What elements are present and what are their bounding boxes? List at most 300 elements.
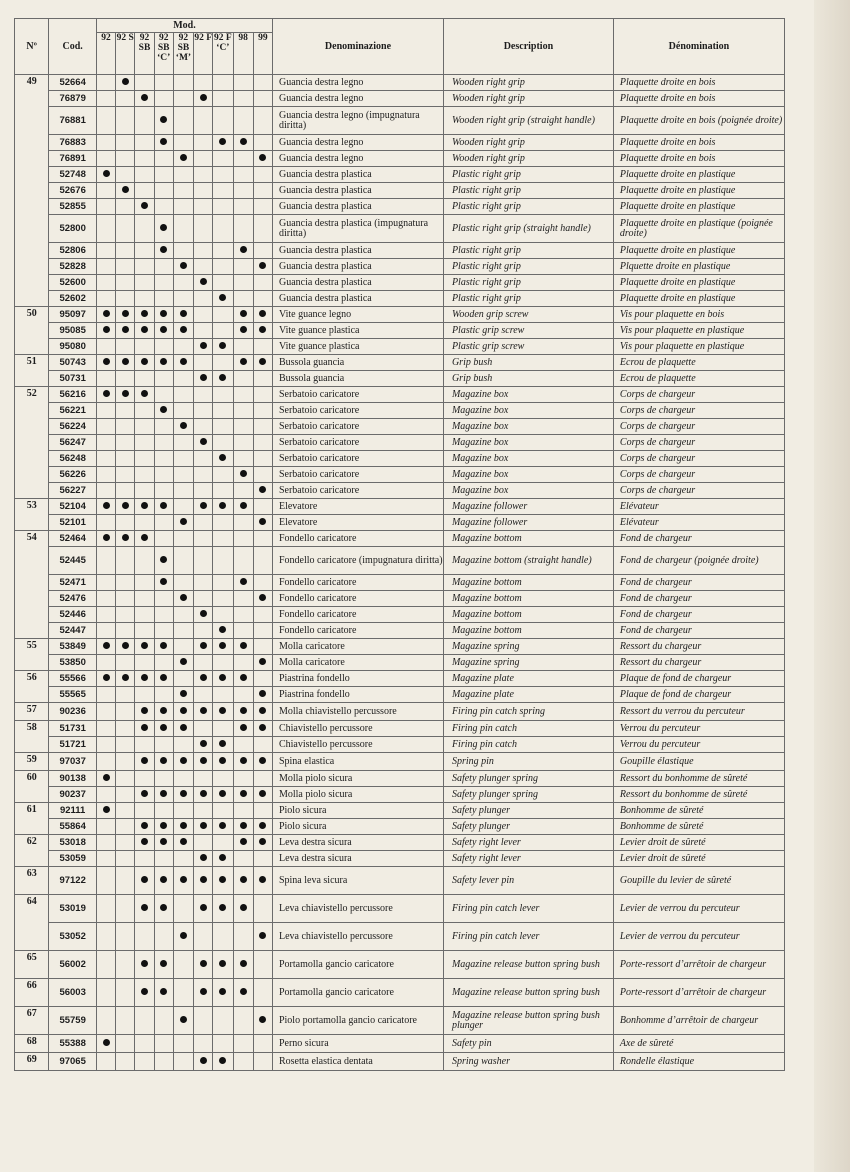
model-cell (253, 607, 272, 623)
model-cell (154, 275, 173, 291)
bullet-dot-icon (200, 960, 207, 967)
part-code: 90236 (49, 703, 97, 721)
model-cell (173, 923, 193, 951)
model-cell (253, 215, 272, 243)
bullet-dot-icon (160, 556, 167, 563)
description-cell: Magazine spring (443, 639, 613, 655)
model-cell (194, 1007, 213, 1035)
model-cell (154, 703, 173, 721)
bullet-dot-icon (160, 960, 167, 967)
model-cell (116, 819, 135, 835)
model-cell (213, 91, 233, 107)
model-cell (173, 575, 193, 591)
model-cell (154, 895, 173, 923)
model-cell (154, 371, 173, 387)
bullet-dot-icon (240, 358, 247, 365)
denominazione-cell: Serbatoio caricatore (272, 483, 443, 499)
bullet-dot-icon (122, 674, 129, 681)
denomination-cell: Goupille du levier de sûreté (613, 867, 784, 895)
part-code: 52445 (49, 547, 97, 575)
model-cell (213, 1053, 233, 1071)
model-cell (233, 607, 253, 623)
model-cell (233, 703, 253, 721)
model-cell (213, 323, 233, 339)
bullet-dot-icon (200, 707, 207, 714)
model-cell (253, 371, 272, 387)
model-cell (194, 243, 213, 259)
denominazione-cell: Elevatore (272, 499, 443, 515)
table-row (15, 107, 785, 135)
model-header: 92 SB ‘C’ (154, 33, 173, 75)
table-row (15, 467, 785, 483)
table-row (15, 547, 785, 575)
model-cell (154, 979, 173, 1007)
table-row (15, 703, 785, 721)
model-cell (253, 867, 272, 895)
denominazione-cell: Guancia destra plastica (272, 167, 443, 183)
denominazione-cell: Guancia destra plastica (272, 291, 443, 307)
model-cell (116, 435, 135, 451)
bullet-dot-icon (103, 534, 110, 541)
model-cell (173, 1007, 193, 1035)
part-code: 97037 (49, 753, 97, 771)
model-cell (194, 135, 213, 151)
model-cell (154, 623, 173, 639)
model-cell (154, 183, 173, 199)
bullet-dot-icon (219, 502, 226, 509)
model-cell (96, 91, 115, 107)
model-cell (233, 151, 253, 167)
model-cell (135, 1035, 154, 1053)
table-row (15, 1053, 785, 1071)
model-cell (96, 259, 115, 275)
model-cell (173, 771, 193, 787)
denomination-cell: Plaquette droite en bois (613, 75, 784, 91)
description-cell: Magazine release button spring bush plunger (443, 1007, 613, 1035)
model-cell (194, 547, 213, 575)
description-cell: Wooden right grip (443, 151, 613, 167)
part-code: 52447 (49, 623, 97, 639)
model-cell (96, 183, 115, 199)
model-cell (173, 607, 193, 623)
part-number: 52 (15, 387, 49, 499)
model-cell (233, 895, 253, 923)
model-cell (194, 451, 213, 467)
model-cell (194, 687, 213, 703)
bullet-dot-icon (219, 294, 226, 301)
table-row (15, 483, 785, 499)
denomination-cell: Goupille élastique (613, 753, 784, 771)
denomination-cell: Plaquette droite en plastique (613, 183, 784, 199)
model-cell (116, 339, 135, 355)
model-cell (253, 951, 272, 979)
model-cell (154, 323, 173, 339)
table-row (15, 531, 785, 547)
model-cell (154, 419, 173, 435)
denomination-cell: Ressort du chargeur (613, 639, 784, 655)
model-cell (116, 275, 135, 291)
model-cell (135, 215, 154, 243)
denominazione-cell: Leva destra sicura (272, 851, 443, 867)
model-cell (116, 1053, 135, 1071)
model-cell (253, 895, 272, 923)
bullet-dot-icon (122, 310, 129, 317)
model-cell (213, 753, 233, 771)
model-cell (213, 771, 233, 787)
denomination-cell: Fond de chargeur (poignée droite) (613, 547, 784, 575)
parts-table (14, 18, 785, 1071)
denominazione-cell: Portamolla gancio caricatore (272, 979, 443, 1007)
model-header: 92 F (194, 33, 213, 75)
bullet-dot-icon (240, 674, 247, 681)
model-cell (194, 515, 213, 531)
denominazione-cell: Leva chiavistello percussore (272, 895, 443, 923)
model-header: 98 (233, 33, 253, 75)
model-cell (213, 107, 233, 135)
model-cell (154, 451, 173, 467)
denomination-cell: Fond de chargeur (613, 575, 784, 591)
denomination-cell: Elévateur (613, 515, 784, 531)
denominazione-cell: Chiavistello percussore (272, 721, 443, 737)
model-cell (173, 403, 193, 419)
table-row (15, 215, 785, 243)
model-cell (194, 1053, 213, 1071)
table-row (15, 687, 785, 703)
bullet-dot-icon (141, 876, 148, 883)
model-cell (194, 531, 213, 547)
model-cell (96, 607, 115, 623)
bullet-dot-icon (180, 707, 187, 714)
part-code: 53018 (49, 835, 97, 851)
model-cell (135, 639, 154, 655)
description-cell: Plastic right grip (443, 167, 613, 183)
model-cell (154, 467, 173, 483)
bullet-dot-icon (219, 740, 226, 747)
denominazione-cell: Spina elastica (272, 753, 443, 771)
model-cell (233, 199, 253, 215)
model-cell (135, 451, 154, 467)
model-cell (173, 483, 193, 499)
denominazione-cell: Guancia destra legno (272, 75, 443, 91)
model-cell (173, 355, 193, 371)
model-cell (96, 403, 115, 419)
denomination-cell: Levier de verrou du percuteur (613, 895, 784, 923)
part-number: 60 (15, 771, 49, 803)
bullet-dot-icon (259, 154, 266, 161)
bullet-dot-icon (200, 438, 207, 445)
model-cell (253, 107, 272, 135)
model-cell (135, 721, 154, 737)
model-cell (213, 547, 233, 575)
denomination-cell: Corps de chargeur (613, 467, 784, 483)
model-cell (96, 387, 115, 403)
model-cell (116, 867, 135, 895)
model-cell (116, 75, 135, 91)
model-cell (253, 91, 272, 107)
table-row (15, 499, 785, 515)
part-code: 52600 (49, 275, 97, 291)
model-cell (154, 591, 173, 607)
model-cell (135, 703, 154, 721)
table-row (15, 323, 785, 339)
denominazione-cell: Guancia destra legno (272, 135, 443, 151)
table-row (15, 1035, 785, 1053)
bullet-dot-icon (240, 960, 247, 967)
model-cell (135, 291, 154, 307)
model-cell (233, 867, 253, 895)
model-cell (116, 639, 135, 655)
denomination-cell: Corps de chargeur (613, 451, 784, 467)
denomination-cell: Vis pour plaquette en bois (613, 307, 784, 323)
part-code: 56226 (49, 467, 97, 483)
bullet-dot-icon (219, 960, 226, 967)
model-cell (173, 215, 193, 243)
table-row (15, 355, 785, 371)
denomination-cell: Corps de chargeur (613, 387, 784, 403)
model-cell (213, 483, 233, 499)
denomination-cell: Corps de chargeur (613, 483, 784, 499)
bullet-dot-icon (240, 757, 247, 764)
model-cell (253, 355, 272, 371)
denominazione-cell: Rosetta elastica dentata (272, 1053, 443, 1071)
description-cell: Plastic right grip (443, 275, 613, 291)
model-cell (213, 215, 233, 243)
model-cell (154, 499, 173, 515)
bullet-dot-icon (103, 170, 110, 177)
model-cell (154, 867, 173, 895)
model-cell (154, 923, 173, 951)
model-cell (96, 275, 115, 291)
part-code: 53850 (49, 655, 97, 671)
model-cell (213, 655, 233, 671)
bullet-dot-icon (259, 707, 266, 714)
bullet-dot-icon (259, 724, 266, 731)
model-cell (116, 199, 135, 215)
model-cell (135, 803, 154, 819)
table-row (15, 151, 785, 167)
model-cell (233, 483, 253, 499)
description-cell: Plastic grip screw (443, 323, 613, 339)
model-cell (194, 259, 213, 275)
model-cell (213, 307, 233, 323)
bullet-dot-icon (180, 422, 187, 429)
model-cell (135, 467, 154, 483)
model-cell (253, 259, 272, 275)
part-code: 90138 (49, 771, 97, 787)
model-cell (173, 753, 193, 771)
model-cell (116, 419, 135, 435)
part-code: 76879 (49, 91, 97, 107)
model-cell (116, 243, 135, 259)
bullet-dot-icon (141, 960, 148, 967)
model-cell (233, 167, 253, 183)
bullet-dot-icon (141, 904, 148, 911)
part-number: 59 (15, 753, 49, 771)
model-cell (116, 215, 135, 243)
model-cell (194, 607, 213, 623)
model-cell (135, 851, 154, 867)
model-cell (233, 75, 253, 91)
description-cell: Magazine follower (443, 515, 613, 531)
table-row (15, 307, 785, 323)
bullet-dot-icon (240, 642, 247, 649)
model-cell (194, 275, 213, 291)
model-cell (194, 387, 213, 403)
model-cell (135, 531, 154, 547)
part-code: 56003 (49, 979, 97, 1007)
model-cell (116, 851, 135, 867)
model-cell (154, 787, 173, 803)
model-cell (173, 979, 193, 1007)
model-cell (96, 951, 115, 979)
table-row (15, 339, 785, 355)
model-cell (194, 183, 213, 199)
description-cell: Magazine box (443, 467, 613, 483)
model-cell (173, 275, 193, 291)
model-cell (116, 107, 135, 135)
model-cell (194, 499, 213, 515)
model-cell (135, 895, 154, 923)
model-cell (135, 167, 154, 183)
model-cell (173, 737, 193, 753)
model-cell (253, 687, 272, 703)
part-code: 52464 (49, 531, 97, 547)
denomination-cell: Plaquette droite en plastique (poignée droite) (613, 215, 784, 243)
denominazione-cell: Vite guance plastica (272, 339, 443, 355)
model-cell (96, 531, 115, 547)
model-cell (116, 771, 135, 787)
model-cell (154, 515, 173, 531)
part-code: 52664 (49, 75, 97, 91)
description-cell: Firing pin catch (443, 737, 613, 753)
model-header: 92 SB ‘M’ (173, 33, 193, 75)
model-cell (213, 259, 233, 275)
model-cell (233, 323, 253, 339)
model-cell (213, 499, 233, 515)
denominazione-cell: Perno sicura (272, 1035, 443, 1053)
part-number: 63 (15, 867, 49, 895)
model-cell (116, 979, 135, 1007)
denominazione-cell: Bussola guancia (272, 355, 443, 371)
page-shadow (814, 0, 850, 1172)
part-code: 53019 (49, 895, 97, 923)
part-code: 52676 (49, 183, 97, 199)
model-cell (233, 655, 253, 671)
bullet-dot-icon (259, 822, 266, 829)
model-cell (194, 895, 213, 923)
model-cell (213, 419, 233, 435)
bullet-dot-icon (141, 202, 148, 209)
model-cell (233, 1035, 253, 1053)
model-cell (96, 499, 115, 515)
model-cell (233, 687, 253, 703)
part-code: 76891 (49, 151, 97, 167)
model-cell (194, 75, 213, 91)
model-cell (173, 1035, 193, 1053)
model-cell (96, 895, 115, 923)
bullet-dot-icon (259, 932, 266, 939)
bullet-dot-icon (122, 186, 129, 193)
model-cell (194, 787, 213, 803)
bullet-dot-icon (219, 707, 226, 714)
bullet-dot-icon (219, 642, 226, 649)
part-code: 52476 (49, 591, 97, 607)
model-cell (253, 819, 272, 835)
model-cell (96, 135, 115, 151)
denominazione-cell: Molla caricatore (272, 655, 443, 671)
bullet-dot-icon (259, 838, 266, 845)
model-cell (96, 835, 115, 851)
model-cell (154, 851, 173, 867)
model-cell (194, 403, 213, 419)
bullet-dot-icon (160, 406, 167, 413)
bullet-dot-icon (160, 578, 167, 585)
model-cell (233, 531, 253, 547)
bullet-dot-icon (160, 116, 167, 123)
model-cell (116, 623, 135, 639)
denominazione-cell: Leva chiavistello percussore (272, 923, 443, 951)
table-row (15, 721, 785, 737)
description-cell: Plastic right grip (443, 259, 613, 275)
model-cell (116, 787, 135, 803)
part-code: 50731 (49, 371, 97, 387)
bullet-dot-icon (180, 876, 187, 883)
table-row (15, 787, 785, 803)
model-cell (116, 923, 135, 951)
model-cell (173, 687, 193, 703)
denominazione-cell: Fondello caricatore (272, 531, 443, 547)
model-cell (233, 91, 253, 107)
bullet-dot-icon (160, 502, 167, 509)
model-cell (116, 703, 135, 721)
model-cell (194, 323, 213, 339)
model-cell (253, 787, 272, 803)
model-cell (233, 835, 253, 851)
model-cell (154, 531, 173, 547)
denomination-cell: Ressort du chargeur (613, 655, 784, 671)
model-cell (213, 183, 233, 199)
header-models: Mod. (96, 19, 272, 33)
model-cell (213, 515, 233, 531)
description-cell: Wooden right grip (443, 75, 613, 91)
model-cell (116, 515, 135, 531)
model-cell (213, 703, 233, 721)
denominazione-cell: Guancia destra plastica (impugnatura diritta) (272, 215, 443, 243)
bullet-dot-icon (103, 326, 110, 333)
denominazione-cell: Guancia destra plastica (272, 243, 443, 259)
model-cell (96, 623, 115, 639)
model-cell (233, 1053, 253, 1071)
denomination-cell: Levier droit de sûreté (613, 851, 784, 867)
model-cell (96, 355, 115, 371)
model-cell (135, 323, 154, 339)
model-cell (154, 91, 173, 107)
model-cell (194, 291, 213, 307)
bullet-dot-icon (160, 822, 167, 829)
model-cell (233, 591, 253, 607)
model-cell (233, 307, 253, 323)
model-cell (253, 467, 272, 483)
model-cell (233, 787, 253, 803)
part-code: 53059 (49, 851, 97, 867)
model-cell (233, 499, 253, 515)
model-cell (116, 183, 135, 199)
part-code: 76881 (49, 107, 97, 135)
model-cell (96, 819, 115, 835)
model-cell (154, 835, 173, 851)
model-cell (154, 803, 173, 819)
model-cell (96, 1053, 115, 1071)
